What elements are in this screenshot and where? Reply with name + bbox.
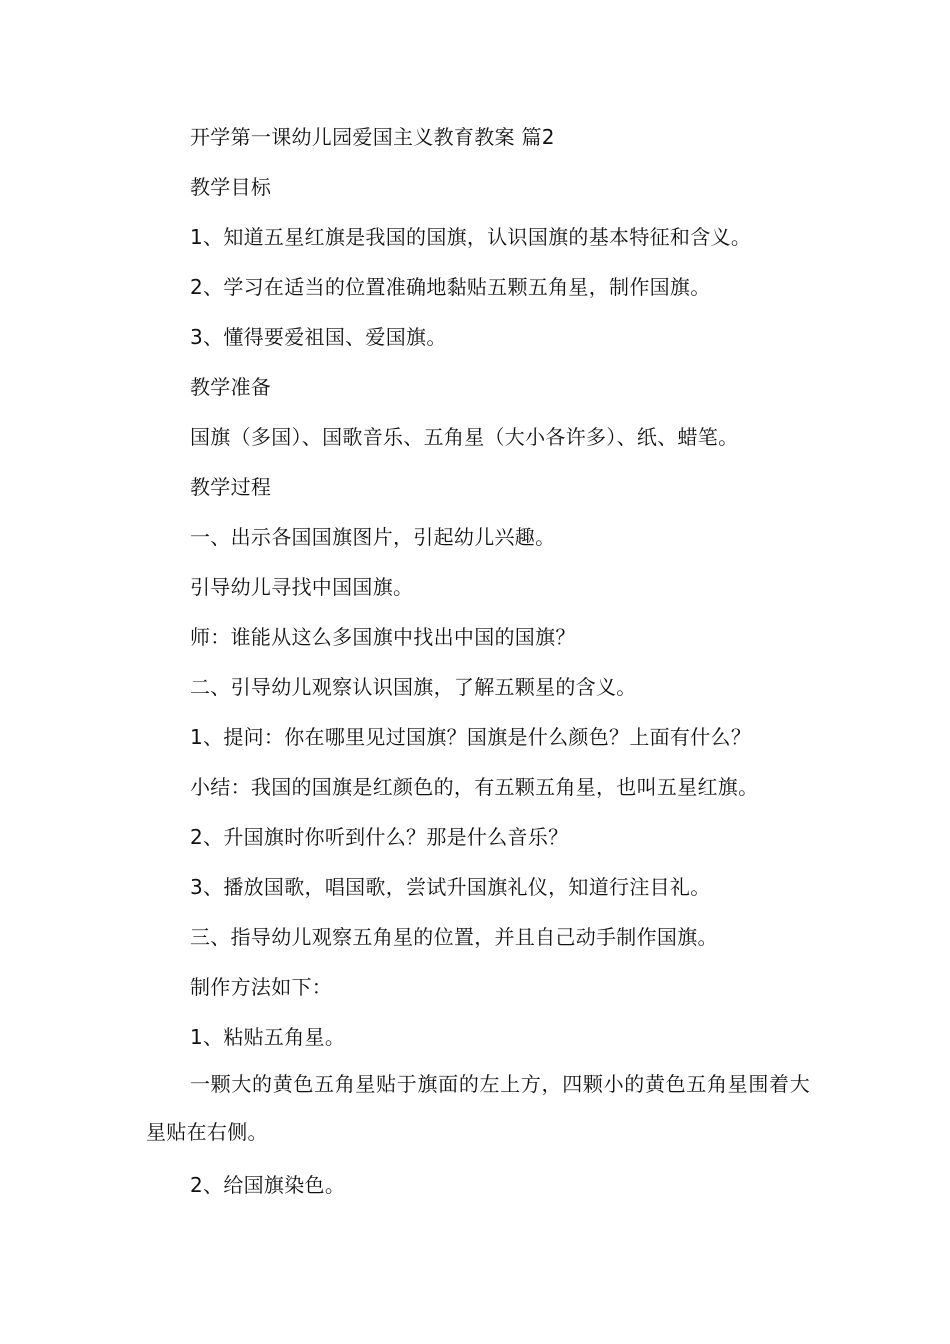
paragraph: 三、指导幼儿观察五角星的位置，并且自己动手制作国旗。 xyxy=(190,925,718,949)
paragraph: 1、提问：你在哪里见过国旗？国旗是什么颜色？上面有什么？ xyxy=(190,725,752,749)
paragraph: 3、播放国歌，唱国歌，尝试升国旗礼仪，知道行注目礼。 xyxy=(190,875,711,899)
section-heading-preparation: 教学准备 xyxy=(190,375,272,399)
document-title: 开学第一课幼儿园爱国主义教育教案 篇2 xyxy=(190,125,555,149)
section-heading-objectives: 教学目标 xyxy=(190,175,272,199)
paragraph: 小结：我国的国旗是红颜色的，有五颗五角星，也叫五星红旗。 xyxy=(190,775,759,799)
paragraph: 二、引导幼儿观察认识国旗，了解五颗星的含义。 xyxy=(190,675,637,699)
paragraph: 制作方法如下： xyxy=(190,975,333,999)
paragraph: 一、出示各国国旗图片，引起幼儿兴趣。 xyxy=(190,525,556,549)
paragraph: 2、学习在适当的位置准确地黏贴五颗五角星，制作国旗。 xyxy=(190,275,711,299)
paragraph: 一颗大的黄色五角星贴于旗面的左上方，四颗小的黄色五角星围着大星贴在右侧。 xyxy=(146,1072,810,1144)
paragraph: 1、粘贴五角星。 xyxy=(190,1025,346,1049)
paragraph: 师：谁能从这么多国旗中找出中国的国旗？ xyxy=(190,625,576,649)
section-heading-process: 教学过程 xyxy=(190,475,272,499)
paragraph: 引导幼儿寻找中国国旗。 xyxy=(190,575,414,599)
paragraph: 国旗（多国）、国歌音乐、五角星（大小各许多）、纸、蜡笔。 xyxy=(190,425,739,449)
paragraph: 3、懂得要爱祖国、爱国旗。 xyxy=(190,325,447,349)
paragraph: 1、知道五星红旗是我国的国旗，认识国旗的基本特征和含义。 xyxy=(190,225,752,249)
paragraph: 2、升国旗时你听到什么？那是什么音乐？ xyxy=(190,825,569,849)
paragraph: 2、给国旗染色。 xyxy=(190,1173,346,1197)
